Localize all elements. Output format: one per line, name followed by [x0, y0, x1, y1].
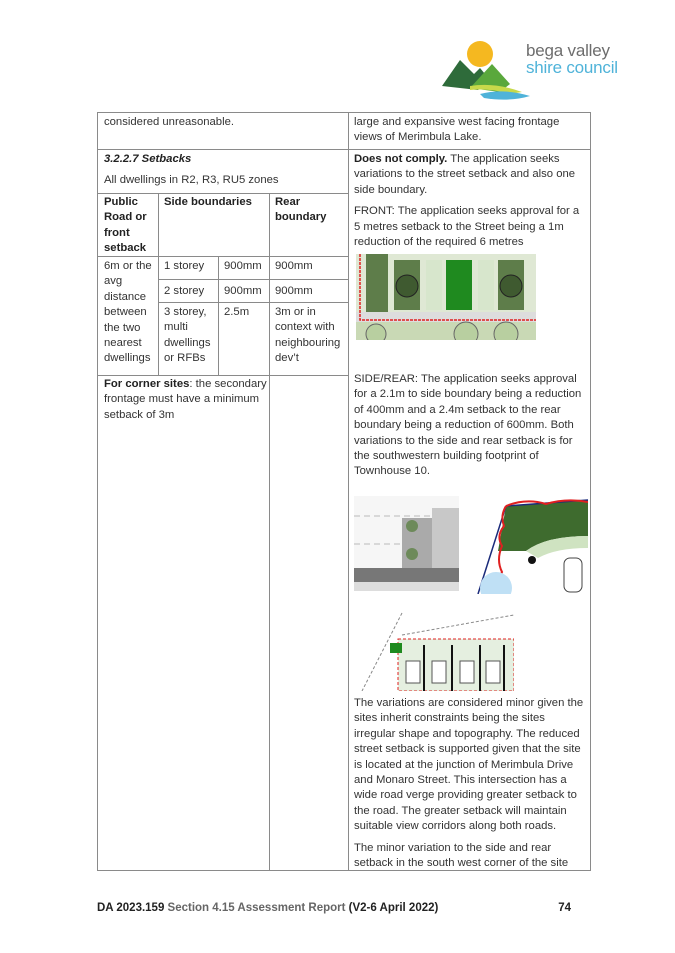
row1-right-text: large and expansive west facing frontage views of Merimbula Lake. [354, 116, 560, 144]
page-footer [97, 902, 591, 914]
continuation-text: The minor variation to the side and rear setback in the south west corner of the site [354, 841, 569, 870]
column-divider [348, 113, 349, 870]
storey-type: 2 storey [164, 285, 205, 297]
inner-col-divider [269, 193, 270, 870]
council-logo [440, 38, 630, 104]
compliance-verdict: Does not comply. [354, 153, 448, 165]
inner-col-divider [218, 256, 219, 375]
header-side-boundaries: Side boundaries [164, 196, 252, 208]
side-value: 900mm [224, 285, 262, 297]
corner-site-plan [466, 496, 588, 594]
page-number: 74 [558, 902, 571, 914]
logo-text [526, 42, 618, 76]
inner-row-divider [158, 302, 348, 303]
side-elevation-drawing [354, 496, 459, 591]
side-value: 900mm [224, 260, 262, 272]
section-number-title: 3.2.2.7 Setbacks [104, 153, 192, 165]
inner-table-top [98, 193, 348, 194]
logo-line1: bega valley [526, 41, 610, 60]
assessment-table [97, 112, 591, 871]
inner-col-divider [158, 193, 159, 375]
header-front-setback: Public Road or front setback [104, 196, 147, 255]
logo-line2: shire council [526, 58, 618, 77]
storey-type: 3 storey, multi dwellings or RFBs [164, 306, 211, 365]
front-setback-text: FRONT: The application seeks approval for a 5 metres setback to the Street being a 1m reduction of the required 6 metres [354, 205, 580, 249]
rear-value: 900mm [275, 260, 313, 272]
header-rear-boundary: Rear boundary [275, 196, 327, 224]
assessment-discussion [354, 696, 588, 877]
assessment-intro: Does not comply. The application seeks variations to the street setback and also one side boundary. FRONT: The application seeks approval for a 5 metres setback to the Street being a 1m reduction of the required 6 metres [354, 152, 586, 256]
inner-table-bottom [98, 375, 348, 376]
report-title: Section 4.15 Assessment Report [167, 902, 346, 914]
inner-row-divider [158, 279, 348, 280]
document-id: DA 2023.159 [97, 902, 165, 914]
corner-sites-text: For corner sites: the secondary frontage must have a minimum setback of 3m [104, 378, 267, 421]
discussion-text: The variations are considered minor given the sites inherit constraints being the sites irregular shape and topography. The reduced street setback is supported given that the site is located at the junction of Merimbula Drive and Monaro Street. This intersection has a wide road verge providing greater setback to the road. The greater setback will maintain suitable view corridors along both roads. [354, 697, 584, 833]
side-rear-text: SIDE/REAR: The application seeks approval for a 2.1m to side boundary being a reduction of 400mm and a 2.4m setback to the rear boundary being a reduction of 600mm. Both variations to the side and rear setback is for the southwestern building footprint of Townhouse 10. [354, 373, 582, 478]
storey-type: 1 storey [164, 260, 205, 272]
rear-value: 3m or in context with neighbouring dev’t [275, 306, 341, 365]
report-version: (V2-6 April 2022) [348, 902, 439, 914]
row-divider [98, 149, 590, 150]
setbacks-heading [104, 152, 344, 167]
front-setback-site-plan [356, 254, 536, 340]
corner-sites-label: For corner sites [104, 378, 190, 390]
row1-left-text: considered unreasonable. [104, 116, 235, 128]
side-value: 2.5m [224, 306, 250, 318]
rear-value: 900mm [275, 285, 313, 297]
logo-mountains-icon [440, 38, 530, 104]
front-setback-value: 6m or the avg distance between the two nearest dwellings [104, 260, 152, 365]
setbacks-subheading: All dwellings in R2, R3, RU5 zones [104, 174, 279, 186]
townhouse-layout-plan [354, 605, 514, 691]
